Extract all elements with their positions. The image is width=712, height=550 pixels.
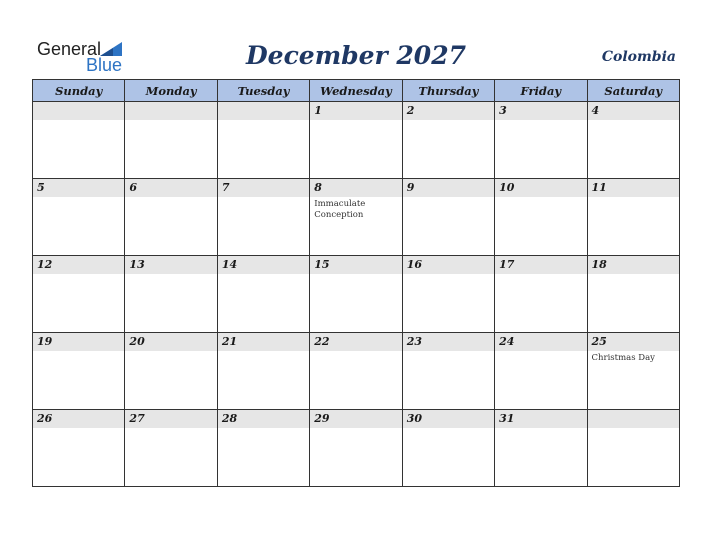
week-row — [33, 102, 680, 179]
day-number: 27 — [125, 410, 216, 428]
day-cell[interactable] — [125, 256, 217, 333]
day-cell[interactable] — [587, 333, 679, 410]
week-row — [33, 256, 680, 333]
day-cell[interactable] — [310, 179, 402, 256]
day-cell[interactable] — [495, 333, 587, 410]
day-number: 29 — [310, 410, 401, 428]
day-number: 3 — [495, 102, 586, 120]
day-number: 30 — [403, 410, 494, 428]
day-number: 9 — [403, 179, 494, 197]
logo-text-general: General — [37, 39, 102, 59]
day-number — [125, 102, 216, 120]
day-cell[interactable] — [33, 179, 125, 256]
day-cell[interactable] — [495, 179, 587, 256]
day-number: 28 — [218, 410, 309, 428]
weekday-tuesday: Tuesday — [217, 80, 309, 102]
day-number — [33, 102, 124, 120]
day-cell[interactable] — [125, 410, 217, 487]
day-number: 2 — [403, 102, 494, 120]
day-cell[interactable] — [33, 333, 125, 410]
weekday-sunday: Sunday — [33, 80, 125, 102]
weekday-wednesday: Wednesday — [310, 80, 402, 102]
day-cell[interactable] — [587, 179, 679, 256]
day-cell[interactable] — [495, 102, 587, 179]
logo — [37, 39, 127, 75]
week-row — [33, 333, 680, 410]
day-cell[interactable] — [310, 102, 402, 179]
day-number: 6 — [125, 179, 216, 197]
day-cell[interactable] — [125, 333, 217, 410]
holiday-label: Immaculate Conception — [314, 199, 366, 220]
day-cell[interactable] — [217, 410, 309, 487]
day-cell[interactable] — [402, 333, 494, 410]
day-cell[interactable] — [217, 102, 309, 179]
day-cell[interactable] — [402, 256, 494, 333]
day-number: 7 — [218, 179, 309, 197]
day-number — [218, 102, 309, 120]
day-number: 25 — [588, 333, 679, 351]
day-number: 10 — [495, 179, 586, 197]
day-cell[interactable] — [310, 333, 402, 410]
day-cell[interactable] — [310, 410, 402, 487]
day-cell[interactable] — [33, 256, 125, 333]
day-cell[interactable] — [402, 179, 494, 256]
day-number: 16 — [403, 256, 494, 274]
holiday-label: Christmas Day — [591, 353, 655, 363]
day-number: 18 — [588, 256, 679, 274]
day-number: 4 — [588, 102, 679, 120]
weekday-friday: Friday — [495, 80, 587, 102]
day-number: 14 — [218, 256, 309, 274]
day-number: 23 — [403, 333, 494, 351]
week-row — [33, 179, 680, 256]
day-number: 21 — [218, 333, 309, 351]
logo-flag-icon — [100, 42, 122, 56]
calendar-title: December 2027 — [245, 41, 466, 70]
logo-text-blue: Blue — [86, 55, 123, 75]
day-number: 11 — [588, 179, 679, 197]
day-cell[interactable] — [125, 102, 217, 179]
day-number: 22 — [310, 333, 401, 351]
day-number: 24 — [495, 333, 586, 351]
day-cell[interactable] — [125, 179, 217, 256]
day-number: 17 — [495, 256, 586, 274]
day-number: 5 — [33, 179, 124, 197]
day-cell[interactable] — [587, 102, 679, 179]
day-number: 20 — [125, 333, 216, 351]
day-cell[interactable] — [217, 256, 309, 333]
weekday-header-row — [33, 80, 680, 102]
day-number: 12 — [33, 256, 124, 274]
day-cell[interactable] — [33, 102, 125, 179]
day-number — [588, 410, 679, 428]
day-cell[interactable] — [402, 102, 494, 179]
day-number: 8 — [310, 179, 401, 197]
day-cell[interactable] — [310, 256, 402, 333]
day-number: 31 — [495, 410, 586, 428]
day-cell[interactable] — [402, 410, 494, 487]
day-number: 13 — [125, 256, 216, 274]
day-cell[interactable] — [33, 410, 125, 487]
weekday-monday: Monday — [125, 80, 217, 102]
day-number: 1 — [310, 102, 401, 120]
weekday-saturday: Saturday — [587, 80, 679, 102]
week-row — [33, 410, 680, 487]
day-number: 19 — [33, 333, 124, 351]
day-cell[interactable] — [217, 333, 309, 410]
day-cell[interactable] — [495, 410, 587, 487]
country-label: Colombia — [601, 49, 676, 65]
day-cell[interactable] — [587, 410, 679, 487]
weekday-thursday: Thursday — [402, 80, 494, 102]
day-cell[interactable] — [217, 179, 309, 256]
day-cell[interactable] — [587, 256, 679, 333]
day-number: 15 — [310, 256, 401, 274]
day-number: 26 — [33, 410, 124, 428]
day-cell[interactable] — [495, 256, 587, 333]
calendar-grid — [32, 79, 680, 487]
